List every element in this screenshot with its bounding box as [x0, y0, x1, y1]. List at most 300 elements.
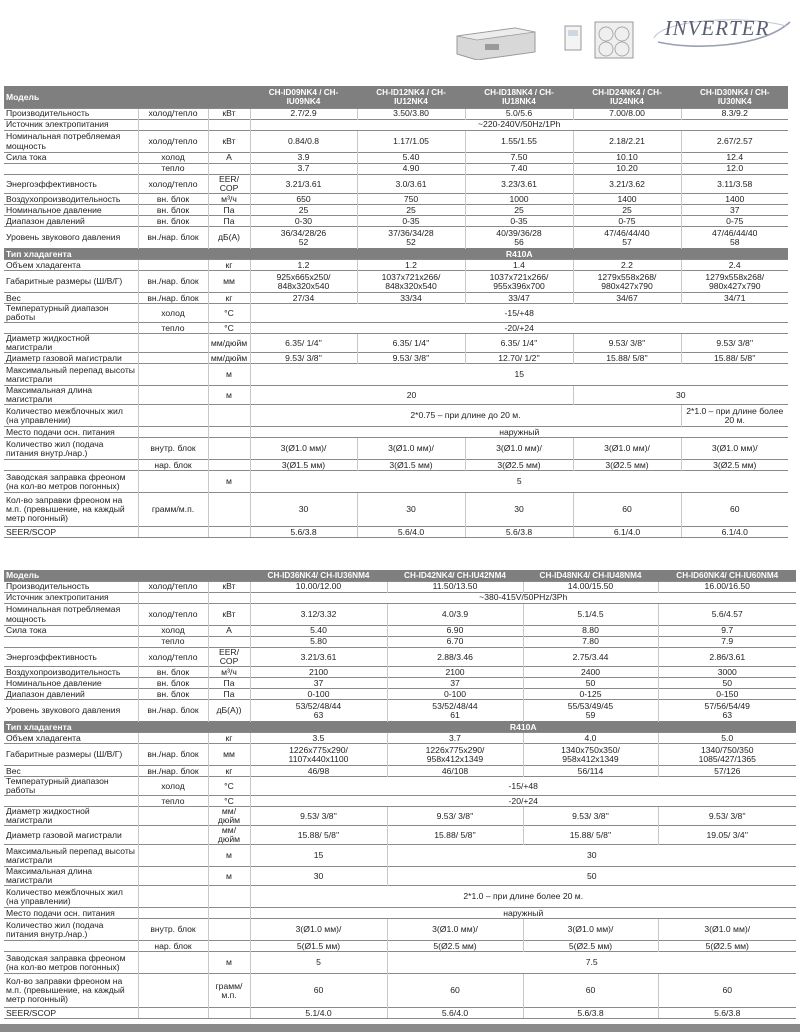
spec-row — [4, 493, 788, 527]
value-cell: 3(Ø1.0 мм)/ — [387, 919, 523, 941]
spec-row — [4, 304, 788, 323]
row-label: Энергоэффективность — [4, 648, 138, 667]
row-label: Заводская заправка фреоном (на кол-во метров погонных) — [4, 471, 138, 493]
value-cell: 30 — [357, 493, 465, 527]
value-cell: 5.6/3.8 — [250, 527, 357, 538]
row-mode: тепло — [138, 164, 208, 175]
spec-row — [4, 460, 788, 471]
spec-row — [4, 427, 788, 438]
row-label — [4, 323, 138, 334]
row-unit — [208, 593, 250, 604]
value-cell: 0-125 — [523, 689, 658, 700]
spec-row — [4, 952, 796, 974]
value-cell: 7.40 — [465, 164, 573, 175]
spec-row — [4, 471, 788, 493]
value-span-cell: -15/+48 — [250, 777, 796, 796]
row-unit — [208, 886, 250, 908]
row-mode — [138, 807, 208, 826]
row-label: Диапазон давлений — [4, 689, 138, 700]
value-cell: 7.00/8.00 — [573, 109, 681, 120]
value-split-cell: 5 — [250, 952, 387, 974]
row-mode: холод — [138, 304, 208, 323]
spec-row — [4, 886, 796, 908]
row-unit: кг — [208, 293, 250, 304]
row-label: Диапазон давлений — [4, 216, 138, 227]
spec-row — [4, 626, 796, 637]
row-label: Сила тока — [4, 153, 138, 164]
value-cell: 10.00/12.00 — [250, 582, 387, 593]
value-split-cell: 2*1.0 – при длине более 20 м. — [681, 405, 788, 427]
spec-row — [4, 227, 788, 249]
value-cell: 34/67 — [573, 293, 681, 304]
row-label: Заводская заправка фреоном (на кол-во метров погонных) — [4, 952, 138, 974]
value-span-cell: 15 — [250, 364, 788, 386]
value-cell: 3.50/3.80 — [357, 109, 465, 120]
row-label — [4, 164, 138, 175]
row-unit — [208, 1008, 250, 1019]
value-cell: 2.88/3.46 — [387, 648, 523, 667]
value-cell: 37/36/34/28 52 — [357, 227, 465, 249]
value-cell: 1037x721x266/ 848x320x540 — [357, 271, 465, 293]
value-cell: 3(Ø2.5 мм) — [573, 460, 681, 471]
spec-table-2 — [4, 570, 796, 1019]
row-unit: кВт — [208, 604, 250, 626]
spec-row — [4, 364, 788, 386]
row-mode: холод/тепло — [138, 648, 208, 667]
row-label — [4, 941, 138, 952]
model-name: CH-ID24NK4 / CH-IU24NK4 — [573, 87, 681, 109]
row-mode: вн. блок — [138, 689, 208, 700]
row-unit: мм/ дюйм — [208, 826, 250, 845]
row-unit — [208, 941, 250, 952]
row-mode: вн./нар. блок — [138, 744, 208, 766]
row-unit: м³/ч — [208, 667, 250, 678]
value-cell: 5(Ø2.5 мм) — [523, 941, 658, 952]
value-cell: 2.86/3.61 — [658, 648, 796, 667]
value-cell: 2.7/2.9 — [250, 109, 357, 120]
value-cell: 4.0/3.9 — [387, 604, 523, 626]
spec-row — [4, 974, 796, 1008]
row-mode: тепло — [138, 796, 208, 807]
value-cell: 10.10 — [573, 153, 681, 164]
value-cell: 5.6/4.0 — [387, 1008, 523, 1019]
row-label — [4, 637, 138, 648]
value-cell: 5(Ø2.5 мм) — [387, 941, 523, 952]
value-cell: 750 — [357, 194, 465, 205]
model-name: CH-ID09NK4 / CH-IU09NK4 — [250, 87, 357, 109]
value-cell: 3.9 — [250, 153, 357, 164]
value-span-cell: ~220-240V/50Hz/1Ph — [250, 120, 788, 131]
row-mode — [138, 886, 208, 908]
row-mode: вн. блок — [138, 678, 208, 689]
value-cell: 1340x750x350/ 958x412x1349 — [523, 744, 658, 766]
value-cell: 50 — [523, 678, 658, 689]
row-mode: вн. блок — [138, 667, 208, 678]
value-cell: 8.80 — [523, 626, 658, 637]
spec-row — [4, 293, 788, 304]
row-label: Номинальная потребляемая мощность — [4, 131, 138, 153]
row-unit — [208, 164, 250, 175]
spec-row — [4, 1008, 796, 1019]
model-name: CH-ID60NK4/ CH-IU60NM4 — [658, 571, 796, 582]
row-mode — [138, 120, 208, 131]
row-mode — [138, 334, 208, 353]
row-label: Производительность — [4, 582, 138, 593]
row-label: Место подачи осн. питания — [4, 908, 138, 919]
value-cell: 19.05/ 3/4'' — [658, 826, 796, 845]
row-label: Сила тока — [4, 626, 138, 637]
value-cell: 0-30 — [250, 216, 357, 227]
value-cell: 3.21/3.61 — [250, 648, 387, 667]
row-label: Объем хладагента — [4, 733, 138, 744]
spec-row — [4, 826, 796, 845]
value-cell: 5.0 — [658, 733, 796, 744]
row-mode: вн./нар. блок — [138, 700, 208, 722]
row-mode: внутр. блок — [138, 919, 208, 941]
value-cell: 1037x721x266/ 955x396x700 — [465, 271, 573, 293]
row-label: Диаметр жидкостной магистрали — [4, 807, 138, 826]
row-label: Количество межблочных жил (на управлении) — [4, 405, 138, 427]
value-cell: 5.40 — [357, 153, 465, 164]
value-cell: 3(Ø2.5 мм) — [465, 460, 573, 471]
row-unit: EER/ COP — [208, 648, 250, 667]
row-unit — [208, 460, 250, 471]
value-cell: 9.53/ 3/8'' — [573, 334, 681, 353]
value-cell: 0-100 — [250, 689, 387, 700]
value-span-cell: 2*1.0 – при длине более 20 м. — [250, 886, 796, 908]
row-unit — [208, 120, 250, 131]
value-cell: 25 — [250, 205, 357, 216]
spec-row — [4, 175, 788, 194]
value-split-cell: 30 — [387, 845, 796, 867]
value-cell: 2.18/2.21 — [573, 131, 681, 153]
value-cell: 3(Ø1.5 мм) — [250, 460, 357, 471]
value-cell: 2.2 — [573, 260, 681, 271]
value-cell: 1340/750/350 1085/427/1365 — [658, 744, 796, 766]
row-mode: холод/тепло — [138, 131, 208, 153]
value-cell: 3000 — [658, 667, 796, 678]
row-unit: °С — [208, 304, 250, 323]
value-span-cell: -15/+48 — [250, 304, 788, 323]
value-cell: 60 — [250, 974, 387, 1008]
row-unit: кВт — [208, 582, 250, 593]
value-cell: 5.40 — [250, 626, 387, 637]
value-cell: 33/34 — [357, 293, 465, 304]
value-cell: 5.80 — [250, 637, 387, 648]
value-cell: 12.0 — [681, 164, 788, 175]
row-mode: холод — [138, 153, 208, 164]
value-cell: 4.90 — [357, 164, 465, 175]
value-cell: 9.53/ 3/8'' — [681, 334, 788, 353]
row-mode — [138, 427, 208, 438]
row-unit: дБ(А) — [208, 227, 250, 249]
value-cell: 9.53/ 3/8'' — [250, 807, 387, 826]
row-unit: А — [208, 626, 250, 637]
value-cell: 6.1/4.0 — [681, 527, 788, 538]
spec-row — [4, 194, 788, 205]
value-cell: 37 — [387, 678, 523, 689]
spec-row — [4, 271, 788, 293]
row-mode — [138, 527, 208, 538]
value-cell: 2.4 — [681, 260, 788, 271]
row-mode: вн./нар. блок — [138, 293, 208, 304]
row-mode — [138, 867, 208, 886]
row-mode: вн. блок — [138, 194, 208, 205]
row-mode: нар. блок — [138, 460, 208, 471]
value-cell: 5.6/3.8 — [658, 1008, 796, 1019]
spec-row — [4, 260, 788, 271]
value-split-cell: 2*0.75 – при длине до 20 м. — [250, 405, 681, 427]
spec-row — [4, 527, 788, 538]
row-unit: кВт — [208, 131, 250, 153]
row-label: Кол-во заправки фреоном на м.п. (превышение, на каждый метр погонный) — [4, 493, 138, 527]
value-cell: 6.35/ 1/4'' — [465, 334, 573, 353]
value-cell: 3(Ø1.0 мм)/ — [357, 438, 465, 460]
value-cell: 36/34/28/26 52 — [250, 227, 357, 249]
section-row — [4, 249, 788, 260]
row-unit: А — [208, 153, 250, 164]
spec-row — [4, 205, 788, 216]
row-mode: холод — [138, 777, 208, 796]
row-label: Температурный диапазон работы — [4, 777, 138, 796]
spec-row — [4, 678, 796, 689]
model-name: CH-ID36NK4/ CH-IU36NM4 — [250, 571, 387, 582]
value-cell: 1.17/1.05 — [357, 131, 465, 153]
model-header-label: Модель — [4, 87, 250, 109]
model-name: CH-ID42NK4/ CH-IU42NM4 — [387, 571, 523, 582]
row-label: Диаметр газовой магистрали — [4, 353, 138, 364]
row-mode: нар. блок — [138, 941, 208, 952]
row-mode: холод/тепло — [138, 175, 208, 194]
value-cell: 47/46/44/40 58 — [681, 227, 788, 249]
row-unit: EER/ COP — [208, 175, 250, 194]
row-label: Максимальный перепад высоты магистрали — [4, 364, 138, 386]
value-cell: 5.0/5.6 — [465, 109, 573, 120]
spec-row — [4, 637, 796, 648]
row-unit — [208, 637, 250, 648]
value-split-cell: 30 — [573, 386, 788, 405]
model-name: CH-ID18NK4 / CH-IU18NK4 — [465, 87, 573, 109]
spec-row — [4, 700, 796, 722]
spec-row — [4, 807, 796, 826]
row-mode: вн. блок — [138, 216, 208, 227]
row-label: Место подачи осн. питания — [4, 427, 138, 438]
value-cell: 50 — [658, 678, 796, 689]
spec-row — [4, 941, 796, 952]
spec-row — [4, 908, 796, 919]
value-cell: 7.80 — [523, 637, 658, 648]
row-mode: внутр. блок — [138, 438, 208, 460]
refrigerant-value: R410A — [250, 249, 788, 260]
row-unit: м — [208, 386, 250, 405]
spec-row — [4, 845, 796, 867]
value-cell: 1400 — [573, 194, 681, 205]
value-cell: 25 — [573, 205, 681, 216]
row-label: Объем хладагента — [4, 260, 138, 271]
value-cell: 5.6/3.8 — [465, 527, 573, 538]
value-cell: 3.23/3.61 — [465, 175, 573, 194]
row-label: Уровень звукового давления — [4, 700, 138, 722]
value-cell: 2.67/2.57 — [681, 131, 788, 153]
row-label: Габаритные размеры (Ш/В/Г) — [4, 271, 138, 293]
inverter-logo — [652, 14, 792, 50]
value-cell: 6.1/4.0 — [573, 527, 681, 538]
value-cell: 14.00/15.50 — [523, 582, 658, 593]
row-label: Максимальная длина магистрали — [4, 386, 138, 405]
row-unit — [208, 427, 250, 438]
spec-row — [4, 744, 796, 766]
row-label: Источник электропитания — [4, 593, 138, 604]
row-label: Количество жил (подача питания внутр./нар.) — [4, 438, 138, 460]
row-unit: м — [208, 364, 250, 386]
value-cell: 25 — [465, 205, 573, 216]
value-cell: 25 — [357, 205, 465, 216]
row-unit: кВт — [208, 109, 250, 120]
value-split-cell: 30 — [250, 867, 387, 886]
value-cell: 60 — [681, 493, 788, 527]
spec-table-1 — [4, 86, 788, 538]
row-unit: кг — [208, 733, 250, 744]
row-label: Воздухопроизводительность — [4, 667, 138, 678]
row-label: Кол-во заправки фреоном на м.п. (превышение, на каждый метр погонный) — [4, 974, 138, 1008]
row-unit — [208, 493, 250, 527]
table-header-row — [4, 87, 788, 109]
model-name: CH-ID48NK4/ CH-IU48NM4 — [523, 571, 658, 582]
value-cell: 33/47 — [465, 293, 573, 304]
value-cell: 3.21/3.61 — [250, 175, 357, 194]
section-label: Тип хладагента — [4, 249, 250, 260]
value-cell: 2.75/3.44 — [523, 648, 658, 667]
row-unit: мм/дюйм — [208, 334, 250, 353]
row-label: Номинальная потребляемая мощность — [4, 604, 138, 626]
row-mode: вн./нар. блок — [138, 227, 208, 249]
value-cell: 0-75 — [573, 216, 681, 227]
value-cell: 1000 — [465, 194, 573, 205]
row-mode: вн./нар. блок — [138, 271, 208, 293]
spec-row — [4, 667, 796, 678]
spec-row — [4, 120, 788, 131]
row-mode: вн./нар. блок — [138, 766, 208, 777]
spec-row — [4, 216, 788, 227]
row-label — [4, 460, 138, 471]
value-cell: 56/114 — [523, 766, 658, 777]
value-cell: 9.53/ 3/8'' — [658, 807, 796, 826]
row-label: Количество межблочных жил (на управлении) — [4, 886, 138, 908]
spec-row — [4, 733, 796, 744]
value-cell: 2100 — [250, 667, 387, 678]
spec-row — [4, 689, 796, 700]
value-cell: 3.0/3.61 — [357, 175, 465, 194]
value-cell: 1226x775x290/ 958x412x1349 — [387, 744, 523, 766]
row-mode: вн. блок — [138, 205, 208, 216]
row-mode: холод/тепло — [138, 582, 208, 593]
row-unit: Па — [208, 216, 250, 227]
value-cell: 3.5 — [250, 733, 387, 744]
spec-row — [4, 353, 788, 364]
row-unit: Па — [208, 689, 250, 700]
value-cell: 27/34 — [250, 293, 357, 304]
row-mode — [138, 471, 208, 493]
row-mode: холод — [138, 626, 208, 637]
row-label: Энергоэффективность — [4, 175, 138, 194]
row-unit — [208, 438, 250, 460]
value-cell: 57/126 — [658, 766, 796, 777]
value-cell: 3.7 — [250, 164, 357, 175]
value-cell: 3(Ø2.5 мм) — [681, 460, 788, 471]
row-label: Количество жил (подача питания внутр./нар.) — [4, 919, 138, 941]
row-label: Вес — [4, 293, 138, 304]
row-unit — [208, 908, 250, 919]
row-mode: холод/тепло — [138, 604, 208, 626]
row-unit: м — [208, 471, 250, 493]
value-cell: 34/71 — [681, 293, 788, 304]
value-span-cell: 5 — [250, 471, 788, 493]
value-cell: 3(Ø1.0 мм)/ — [681, 438, 788, 460]
spec-row — [4, 593, 796, 604]
row-unit — [208, 527, 250, 538]
value-cell: 1226x775x290/ 1107x440x1100 — [250, 744, 387, 766]
value-cell: 3(Ø1.5 мм) — [357, 460, 465, 471]
value-cell: 5.6/4.0 — [357, 527, 465, 538]
value-span-cell: ~380-415V/50PHz/3Ph — [250, 593, 796, 604]
value-cell: 1.2 — [357, 260, 465, 271]
bottom-band — [0, 1024, 800, 1032]
value-split-cell: 15 — [250, 845, 387, 867]
row-label: SEER/SCOP — [4, 527, 138, 538]
value-cell: 55/53/49/45 59 — [523, 700, 658, 722]
row-unit: мм/дюйм — [208, 353, 250, 364]
spec-row — [4, 386, 788, 405]
value-cell: 7.9 — [658, 637, 796, 648]
logo-text: INVERTER — [664, 16, 770, 40]
value-cell: 9.53/ 3/8'' — [523, 807, 658, 826]
row-label: Диаметр газовой магистрали — [4, 826, 138, 845]
value-cell: 3(Ø1.0 мм)/ — [465, 438, 573, 460]
value-cell: 0-150 — [658, 689, 796, 700]
value-cell: 53/52/48/44 63 — [250, 700, 387, 722]
model-name: CH-ID30NK4 / CH-IU30NK4 — [681, 87, 788, 109]
value-cell: 12.70/ 1/2'' — [465, 353, 573, 364]
value-cell: 15.88/ 5/8'' — [523, 826, 658, 845]
row-unit: кг — [208, 766, 250, 777]
value-cell: 5.1/4.5 — [523, 604, 658, 626]
value-split-cell: 50 — [387, 867, 796, 886]
table-header-row — [4, 571, 796, 582]
value-cell: 15.88/ 5/8'' — [681, 353, 788, 364]
value-cell: 3(Ø1.0 мм)/ — [658, 919, 796, 941]
row-unit: м — [208, 845, 250, 867]
row-unit: м — [208, 952, 250, 974]
product-units-image — [455, 18, 635, 60]
row-label: SEER/SCOP — [4, 1008, 138, 1019]
row-unit: грамм/ м.п. — [208, 974, 250, 1008]
row-label: Габаритные размеры (Ш/В/Г) — [4, 744, 138, 766]
value-span-cell: -20/+24 — [250, 323, 788, 334]
value-cell: 9.53/ 3/8'' — [387, 807, 523, 826]
value-cell: 1279x558x268/ 980x427x790 — [681, 271, 788, 293]
row-label: Максимальный перепад высоты магистрали — [4, 845, 138, 867]
spec-row — [4, 867, 796, 886]
value-cell: 6.35/ 1/4'' — [250, 334, 357, 353]
value-cell: 47/46/44/40 57 — [573, 227, 681, 249]
value-cell: 6.90 — [387, 626, 523, 637]
row-unit: дБ(А)) — [208, 700, 250, 722]
value-cell: 8.3/9.2 — [681, 109, 788, 120]
spec-row — [4, 131, 788, 153]
value-cell: 3(Ø1.0 мм)/ — [573, 438, 681, 460]
value-cell: 37 — [250, 678, 387, 689]
row-label — [4, 796, 138, 807]
